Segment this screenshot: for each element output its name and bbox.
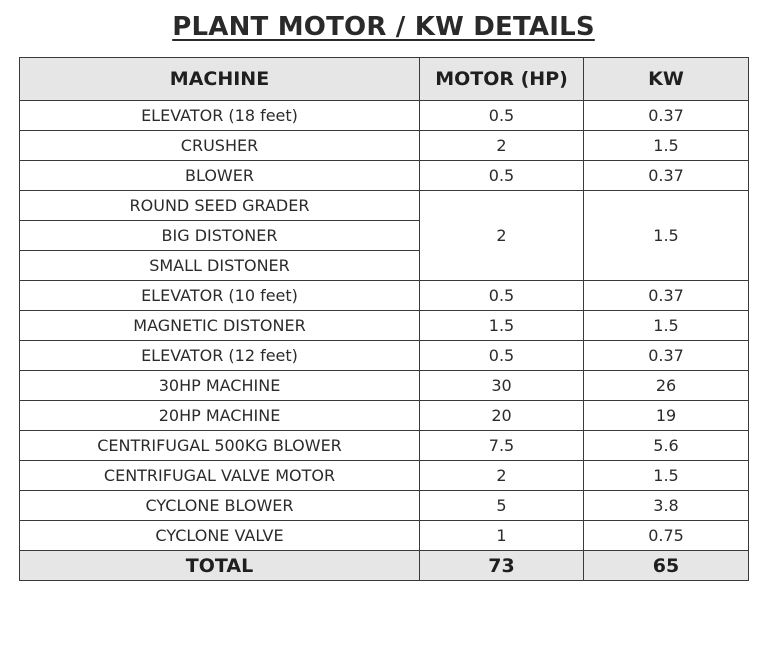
cell-kw: 26 xyxy=(584,371,749,401)
cell-machine: CENTRIFUGAL 500KG BLOWER xyxy=(20,431,420,461)
header-row xyxy=(20,58,749,101)
table-row xyxy=(20,101,749,131)
page-title xyxy=(0,12,767,42)
total-label: TOTAL xyxy=(20,551,420,581)
cell-kw: 0.75 xyxy=(584,521,749,551)
table-row xyxy=(20,341,749,371)
cell-hp: 2 xyxy=(420,461,584,491)
cell-machine: CRUSHER xyxy=(20,131,420,161)
cell-kw-merged: 1.5 xyxy=(584,191,749,281)
cell-hp: 0.5 xyxy=(420,281,584,311)
header-motor-hp: MOTOR (HP) xyxy=(420,58,584,101)
cell-hp: 1.5 xyxy=(420,311,584,341)
cell-machine: BIG DISTONER xyxy=(20,221,420,251)
cell-kw: 19 xyxy=(584,401,749,431)
table-row xyxy=(20,131,749,161)
cell-kw: 0.37 xyxy=(584,161,749,191)
cell-machine: MAGNETIC DISTONER xyxy=(20,311,420,341)
cell-hp: 5 xyxy=(420,491,584,521)
cell-machine: CENTRIFUGAL VALVE MOTOR xyxy=(20,461,420,491)
cell-kw: 1.5 xyxy=(584,131,749,161)
total-kw: 65 xyxy=(584,551,749,581)
table-footer xyxy=(20,551,749,581)
cell-kw: 1.5 xyxy=(584,461,749,491)
table-row xyxy=(20,461,749,491)
header-machine: MACHINE xyxy=(20,58,420,101)
cell-machine: ELEVATOR (10 feet) xyxy=(20,281,420,311)
table-row xyxy=(20,371,749,401)
table-row xyxy=(20,161,749,191)
cell-hp: 0.5 xyxy=(420,161,584,191)
cell-hp: 1 xyxy=(420,521,584,551)
cell-kw: 0.37 xyxy=(584,101,749,131)
table-row xyxy=(20,281,749,311)
cell-machine: ELEVATOR (18 feet) xyxy=(20,101,420,131)
table-row xyxy=(20,431,749,461)
cell-hp: 7.5 xyxy=(420,431,584,461)
cell-kw: 3.8 xyxy=(584,491,749,521)
table-body xyxy=(20,101,749,551)
table-row xyxy=(20,521,749,551)
total-row xyxy=(20,551,749,581)
table-row xyxy=(20,311,749,341)
cell-machine: CYCLONE BLOWER xyxy=(20,491,420,521)
cell-machine: ELEVATOR (12 feet) xyxy=(20,341,420,371)
page-title-text: PLANT MOTOR / KW DETAILS xyxy=(172,12,595,42)
cell-hp: 0.5 xyxy=(420,101,584,131)
table-row xyxy=(20,491,749,521)
cell-machine: BLOWER xyxy=(20,161,420,191)
table-row xyxy=(20,191,749,221)
cell-machine: SMALL DISTONER xyxy=(20,251,420,281)
cell-kw: 0.37 xyxy=(584,281,749,311)
cell-hp: 20 xyxy=(420,401,584,431)
cell-machine: 20HP MACHINE xyxy=(20,401,420,431)
cell-kw: 1.5 xyxy=(584,311,749,341)
cell-kw: 0.37 xyxy=(584,341,749,371)
total-hp: 73 xyxy=(420,551,584,581)
cell-machine: CYCLONE VALVE xyxy=(20,521,420,551)
cell-hp: 30 xyxy=(420,371,584,401)
header-kw: KW xyxy=(584,58,749,101)
motor-details-table xyxy=(19,57,749,581)
cell-kw: 5.6 xyxy=(584,431,749,461)
table-header xyxy=(20,58,749,101)
cell-hp-merged: 2 xyxy=(420,191,584,281)
cell-machine: ROUND SEED GRADER xyxy=(20,191,420,221)
cell-machine: 30HP MACHINE xyxy=(20,371,420,401)
table-row xyxy=(20,401,749,431)
cell-hp: 0.5 xyxy=(420,341,584,371)
cell-hp: 2 xyxy=(420,131,584,161)
